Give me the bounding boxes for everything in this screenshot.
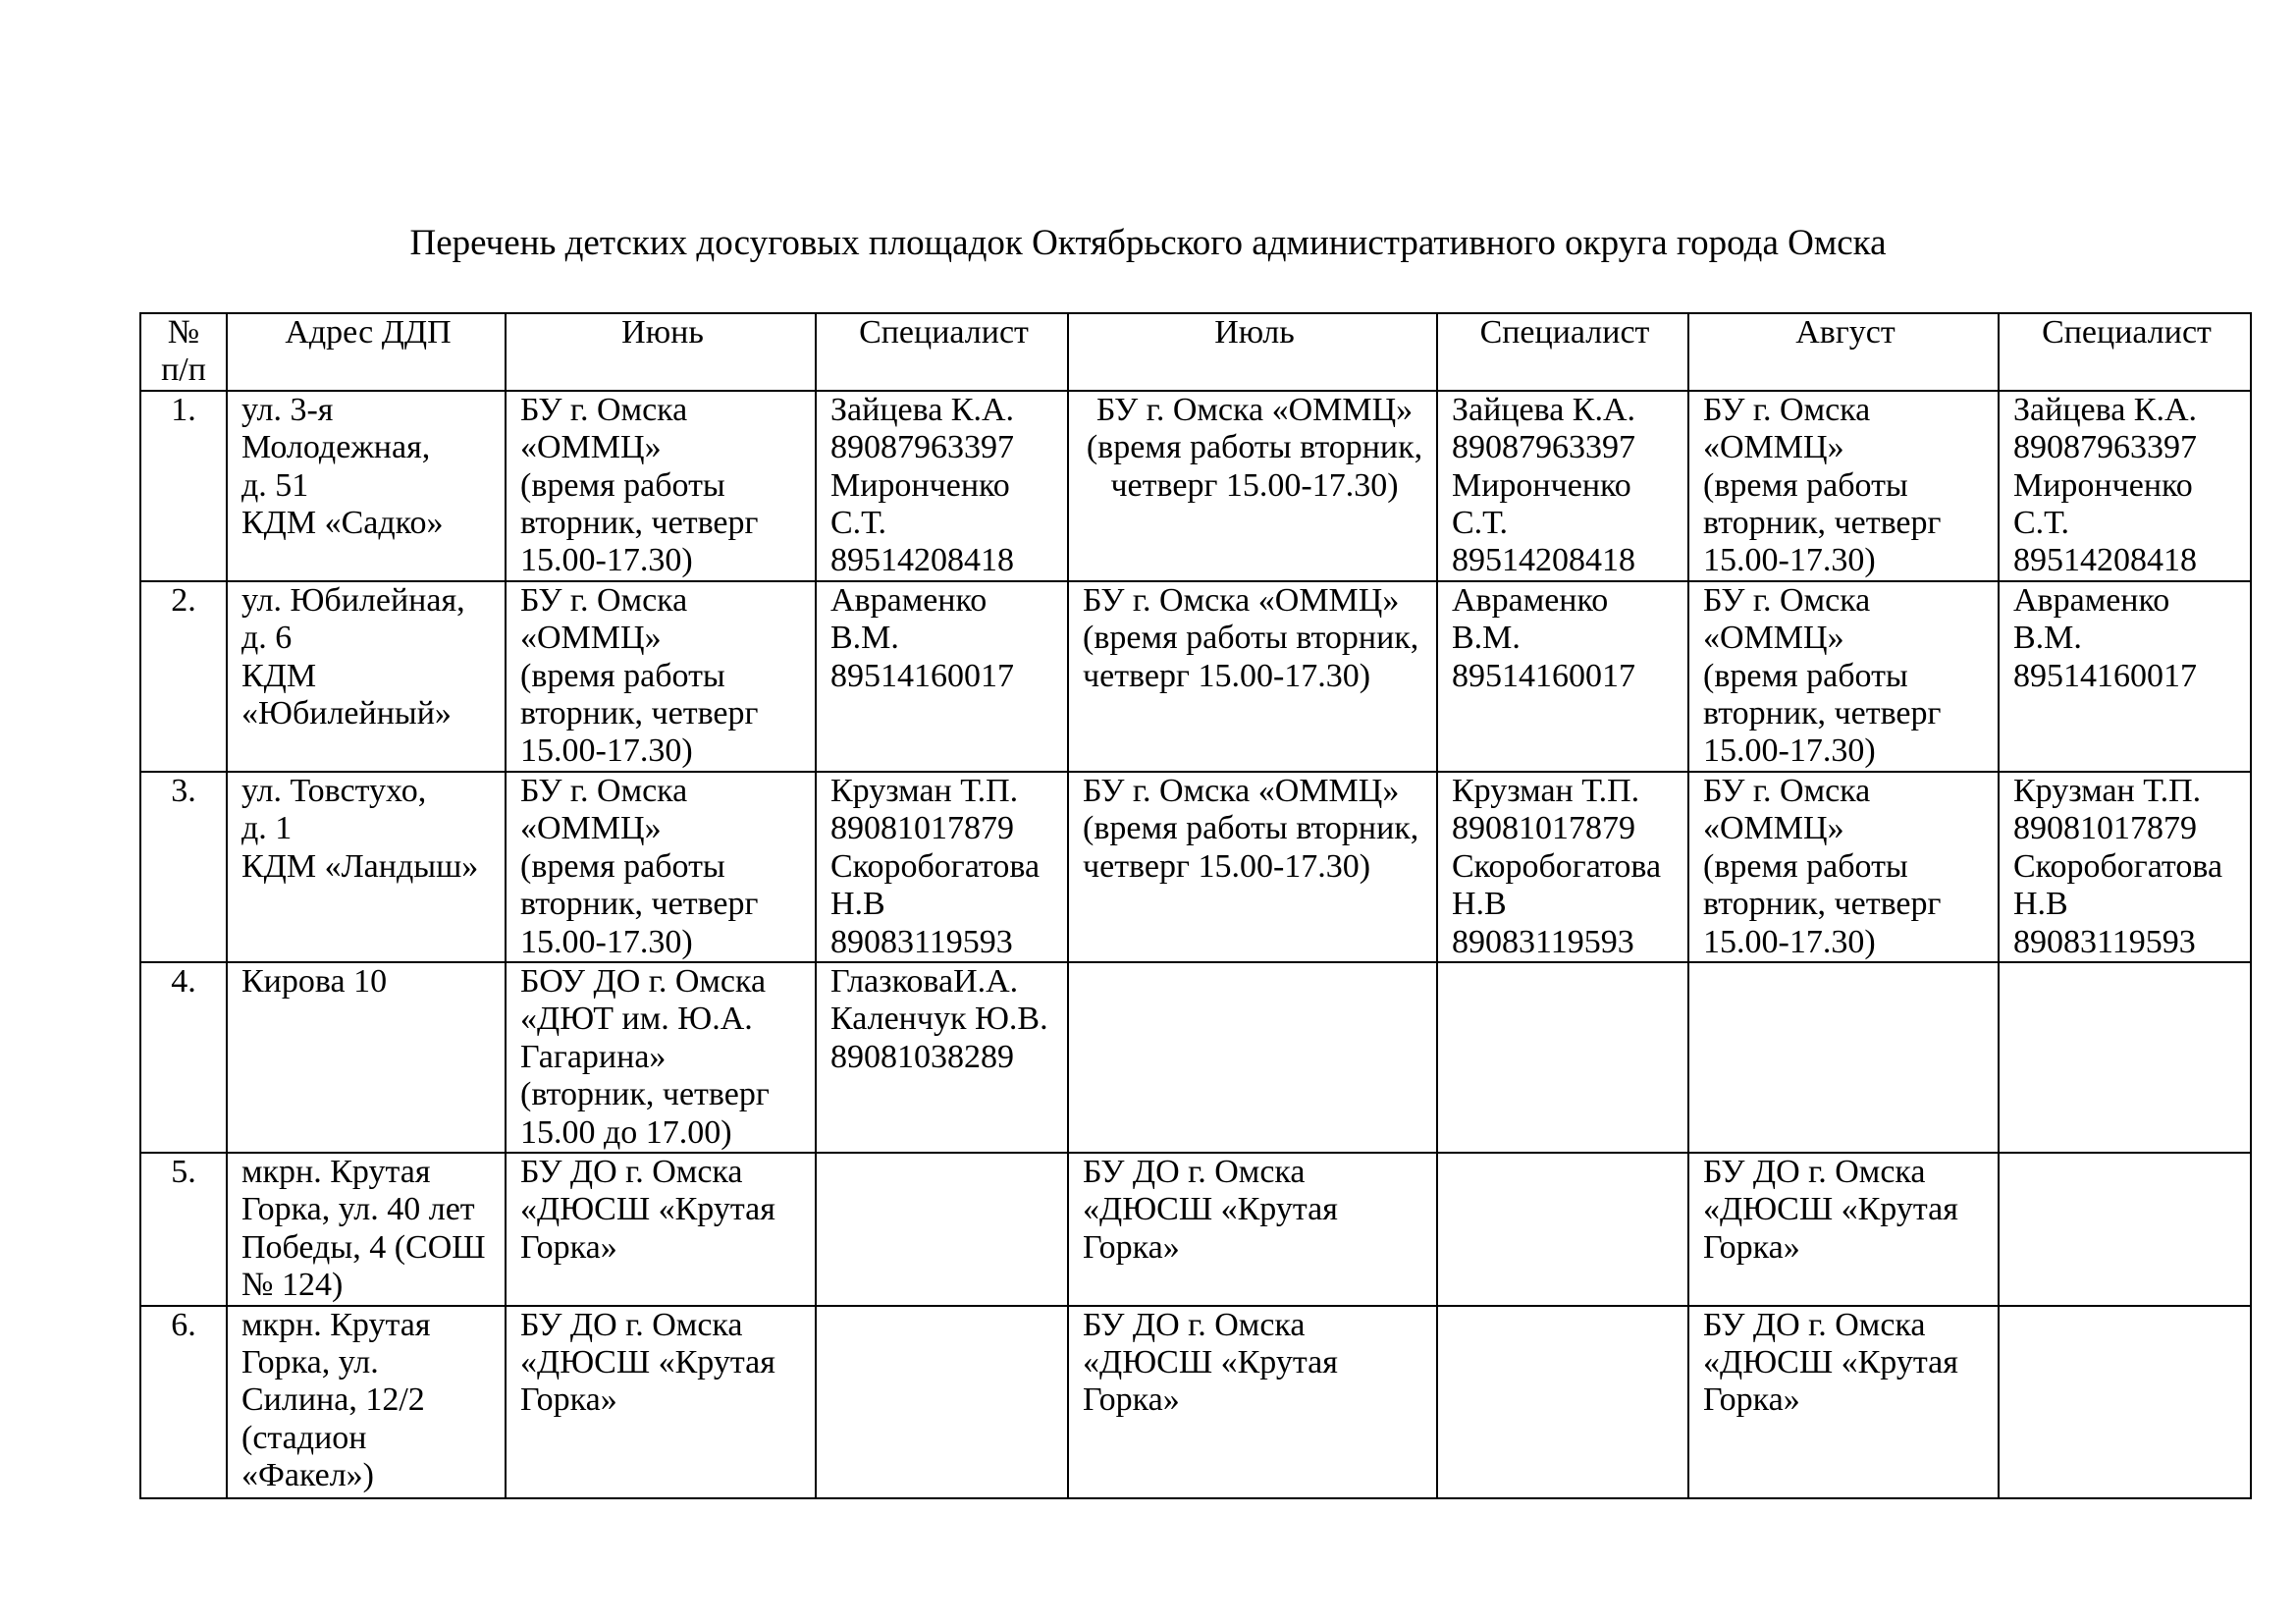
cell-text-line: В.М. (2013, 620, 2082, 657)
cell-text-line: 6. (171, 1306, 196, 1343)
august-specialist-cell (1999, 1153, 2251, 1306)
cell-text-line: КДМ «Садко» (241, 505, 444, 542)
cell-text-line: д. 6 (241, 620, 293, 657)
cell-text-line: Август (1795, 314, 1896, 351)
cell-text-line: 15.00-17.30) (520, 542, 693, 579)
july-cell (1068, 1306, 1437, 1498)
cell-text-line: Скоробогатова (830, 847, 1041, 885)
cell-text-line: (стадион (241, 1419, 367, 1456)
june-cell (506, 1306, 816, 1498)
table-header-row (140, 313, 2251, 391)
cell-text-line: 89083119593 (2013, 923, 2196, 960)
cell-text-line: 5. (171, 1153, 196, 1190)
cell-text-line: Авраменко (2013, 581, 2170, 619)
cell-text-line: мкрн. Крутая (241, 1153, 431, 1190)
cell-text-line: (время работы (1703, 466, 1908, 504)
cell-text-line: БУ ДО г. Омска (1083, 1306, 1306, 1343)
cell-text-line: Горка, ул. (241, 1343, 379, 1380)
cell-text-line: 89514208418 (1452, 542, 1635, 579)
july-cell (1068, 581, 1437, 772)
cell-text-line: «Юбилейный» (241, 695, 452, 732)
cell-text-line: Горка» (520, 1381, 617, 1419)
cell-text-line: 89087963397 (830, 429, 1014, 466)
cell-text-line: 89081017879 (1452, 810, 1635, 847)
cell-text-line: С.Т. (1452, 505, 1509, 542)
cell-text-line: «ОММЦ» (520, 620, 662, 657)
cell-text-line: Кирова 10 (241, 962, 388, 1000)
cell-text-line: 15.00-17.30) (520, 923, 693, 960)
cell-text-line: Июль (1214, 314, 1295, 351)
july-specialist-cell (1437, 391, 1688, 581)
cell-text-line: Молодежная, (241, 429, 431, 466)
table-row (140, 962, 2251, 1153)
july-specialist-cell (1437, 1306, 1688, 1498)
cell-text-line: 89083119593 (830, 923, 1013, 960)
header-num (140, 313, 227, 391)
cell-text-line: Скоробогатова (2013, 847, 2223, 885)
cell-text-line: 89514208418 (2013, 542, 2197, 579)
august-specialist-cell (1999, 1306, 2251, 1498)
august-specialist-cell (1999, 581, 2251, 772)
cell-text-line: Горка, ул. 40 лет (241, 1191, 475, 1228)
cell-text-line: Зайцева К.А. (2013, 391, 2198, 428)
cell-text-line: 15.00-17.30) (520, 732, 693, 770)
cell-text-line: ГлазковаИ.А. (830, 962, 1019, 1000)
june-specialist-cell (816, 1306, 1068, 1498)
cell-text-line: Адрес ДДП (285, 314, 452, 351)
august-cell (1688, 581, 1999, 772)
cell-text-line: ул. 3-я (241, 391, 334, 428)
cell-text-line: ул. Юбилейная, (241, 581, 465, 619)
playgrounds-table (139, 312, 2252, 1499)
cell-text-line: Крузман Т.П. (830, 772, 1019, 809)
june-specialist-cell (816, 581, 1068, 772)
cell-text-line: БУ ДО г. Омска (1703, 1153, 1926, 1190)
cell-text-line: Горка» (1083, 1381, 1180, 1419)
cell-text-line: БУ ДО г. Омска (1703, 1306, 1926, 1343)
august-cell (1688, 1153, 1999, 1306)
cell-text-line: 89081038289 (830, 1038, 1014, 1075)
june-specialist-cell (816, 1153, 1068, 1306)
cell-text-line: (время работы (520, 847, 725, 885)
table-row (140, 1153, 2251, 1306)
cell-text-line: 89081017879 (2013, 810, 2197, 847)
cell-text-line: 2. (171, 581, 196, 619)
cell-text-line: БУ г. Омска «ОММЦ» (1095, 391, 1414, 428)
august-cell (1688, 772, 1999, 962)
august-specialist-cell (1999, 772, 2251, 962)
row-number (140, 391, 227, 581)
cell-text-line: «ДЮСШ «Крутая (1703, 1191, 1958, 1228)
cell-text-line: Авраменко (830, 581, 988, 619)
cell-text-line: (время работы вторник, (1083, 810, 1419, 847)
cell-text-line: Авраменко (1452, 581, 1609, 619)
cell-text-line: Специалист (2042, 314, 2212, 351)
june-cell (506, 962, 816, 1153)
cell-text-line: вторник, четверг (1703, 505, 1942, 542)
row-number (140, 962, 227, 1153)
cell-text-line: д. 51 (241, 466, 309, 504)
table-row (140, 772, 2251, 962)
cell-text-line: вторник, четверг (1703, 886, 1942, 923)
june-cell (506, 581, 816, 772)
cell-text-line: «ДЮСШ «Крутая (1083, 1191, 1338, 1228)
header-june (506, 313, 816, 391)
cell-text-line: С.Т. (830, 505, 887, 542)
address-cell (227, 1306, 506, 1498)
cell-text-line: БУ ДО г. Омска (520, 1153, 743, 1190)
page-title: Перечень детских досуговых площадок Октябрьского административного округа города Омска (409, 223, 1887, 263)
june-cell (506, 391, 816, 581)
cell-text-line: БУ г. Омска (1703, 391, 1871, 428)
cell-text-line: «ДЮТ им. Ю.А. (520, 1001, 753, 1038)
cell-text-line: Н.В (830, 886, 885, 923)
cell-text-line: БУ г. Омска «ОММЦ» (1083, 581, 1400, 619)
cell-text-line: С.Т. (2013, 505, 2070, 542)
cell-text-line: БУ г. Омска (520, 581, 688, 619)
cell-text-line: Н.В (1452, 886, 1507, 923)
header-july (1068, 313, 1437, 391)
cell-text-line: «ОММЦ» (520, 429, 662, 466)
cell-text-line: четверг 15.00-17.30) (1083, 847, 1371, 885)
cell-text-line: 89514208418 (830, 542, 1014, 579)
cell-text-line: БУ г. Омска (520, 772, 688, 809)
cell-text-line: четверг 15.00-17.30) (1083, 657, 1371, 694)
cell-text-line: (время работы вторник, (1086, 429, 1423, 466)
table-row (140, 581, 2251, 772)
cell-text-line: 3. (171, 772, 196, 809)
july-cell (1068, 962, 1437, 1153)
cell-text-line: «ОММЦ» (1703, 429, 1844, 466)
cell-text-line: «ОММЦ» (1703, 620, 1844, 657)
july-specialist-cell (1437, 772, 1688, 962)
cell-text-line: Горка» (1703, 1381, 1800, 1419)
cell-text-line: «Факел») (241, 1457, 375, 1494)
june-specialist-cell (816, 772, 1068, 962)
row-number (140, 1153, 227, 1306)
cell-text-line: БОУ ДО г. Омска (520, 962, 767, 1000)
cell-text-line: вторник, четверг (520, 505, 759, 542)
cell-text-line: (время работы (520, 466, 725, 504)
row-number (140, 581, 227, 772)
row-number (140, 772, 227, 962)
cell-text-line: вторник, четверг (520, 695, 759, 732)
table-row (140, 1306, 2251, 1498)
cell-text-line: 89083119593 (1452, 923, 1634, 960)
cell-text-line: Гагарина» (520, 1038, 667, 1075)
address-cell (227, 962, 506, 1153)
cell-text-line: Июнь (621, 314, 704, 351)
cell-text-line: вторник, четверг (1703, 695, 1942, 732)
header-july-specialist (1437, 313, 1688, 391)
cell-text-line: 89514160017 (2013, 657, 2197, 694)
cell-text-line: БУ ДО г. Омска (520, 1306, 743, 1343)
cell-text-line: Горка» (1083, 1228, 1180, 1266)
address-cell (227, 1153, 506, 1306)
table-row (140, 391, 2251, 581)
cell-text-line: «ДЮСШ «Крутая (1083, 1343, 1338, 1380)
cell-text-line: 1. (171, 391, 196, 428)
cell-text-line: «ОММЦ» (1703, 810, 1844, 847)
june-cell (506, 1153, 816, 1306)
august-specialist-cell (1999, 962, 2251, 1153)
cell-text-line: Специалист (859, 314, 1029, 351)
august-specialist-cell (1999, 391, 2251, 581)
cell-text-line: «ДЮСШ «Крутая (1703, 1343, 1958, 1380)
cell-text-line: «ДЮСШ «Крутая (520, 1191, 775, 1228)
cell-text-line: БУ ДО г. Омска (1083, 1153, 1306, 1190)
august-cell (1688, 391, 1999, 581)
address-cell (227, 581, 506, 772)
cell-text-line: «ОММЦ» (520, 810, 662, 847)
cell-text-line: мкрн. Крутая (241, 1306, 431, 1343)
june-specialist-cell (816, 962, 1068, 1153)
july-cell (1068, 391, 1437, 581)
cell-text-line: 4. (171, 962, 196, 1000)
cell-text-line: 89514160017 (1452, 657, 1635, 694)
cell-text-line: Н.В (2013, 886, 2068, 923)
header-june-specialist (816, 313, 1068, 391)
cell-text-line: 89087963397 (2013, 429, 2197, 466)
header-address (227, 313, 506, 391)
cell-text-line: Горка» (520, 1228, 617, 1266)
cell-text-line: (время работы вторник, (1083, 620, 1419, 657)
row-number (140, 1306, 227, 1498)
august-cell (1688, 1306, 1999, 1498)
address-cell (227, 391, 506, 581)
cell-text-line: Крузман Т.П. (2013, 772, 2202, 809)
cell-text-line: БУ г. Омска (520, 391, 688, 428)
cell-text-line: (время работы (1703, 657, 1908, 694)
cell-text-line: Зайцева К.А. (830, 391, 1015, 428)
cell-text-line: «ДЮСШ «Крутая (520, 1343, 775, 1380)
cell-text-line: 15.00-17.30) (1703, 732, 1876, 770)
july-specialist-cell (1437, 1153, 1688, 1306)
cell-text-line: КДМ «Ландыш» (241, 847, 479, 885)
header-august (1688, 313, 1999, 391)
cell-text-line: Специалист (1479, 314, 1650, 351)
cell-text-line: (вторник, четверг (520, 1076, 770, 1113)
cell-text-line: вторник, четверг (520, 886, 759, 923)
cell-text-line: Победы, 4 (СОШ (241, 1228, 486, 1266)
cell-text-line: БУ г. Омска (1703, 772, 1871, 809)
cell-text-line: 15.00-17.30) (1703, 542, 1876, 579)
cell-text-line: Миронченко (830, 466, 1010, 504)
july-cell (1068, 772, 1437, 962)
cell-text-line: д. 1 (241, 810, 293, 847)
cell-text-line: Зайцева К.А. (1452, 391, 1636, 428)
cell-text-line: 15.00-17.30) (1703, 923, 1876, 960)
july-cell (1068, 1153, 1437, 1306)
cell-text-line: В.М. (830, 620, 899, 657)
cell-text-line: Каленчук Ю.В. (830, 1001, 1048, 1038)
cell-text-line: 15.00 до 17.00) (520, 1113, 732, 1151)
cell-text-line: № (167, 314, 200, 351)
cell-text-line: п/п (161, 352, 206, 389)
cell-text-line: 89087963397 (1452, 429, 1635, 466)
cell-text-line: четверг 15.00-17.30) (1110, 466, 1399, 504)
cell-text-line: КДМ (241, 657, 317, 694)
cell-text-line: (время работы (1703, 847, 1908, 885)
july-specialist-cell (1437, 581, 1688, 772)
june-specialist-cell (816, 391, 1068, 581)
address-cell (227, 772, 506, 962)
cell-text-line: Крузман Т.П. (1452, 772, 1640, 809)
cell-text-line: 89514160017 (830, 657, 1014, 694)
cell-text-line: Скоробогатова (1452, 847, 1662, 885)
august-cell (1688, 962, 1999, 1153)
cell-text-line: (время работы (520, 657, 725, 694)
cell-text-line: В.М. (1452, 620, 1521, 657)
cell-text-line: ул. Товстухо, (241, 772, 427, 809)
header-august-specialist (1999, 313, 2251, 391)
cell-text-line: Миронченко (2013, 466, 2193, 504)
cell-text-line: Силина, 12/2 (241, 1381, 425, 1419)
cell-text-line: Горка» (1703, 1228, 1800, 1266)
cell-text-line: Миронченко (1452, 466, 1631, 504)
cell-text-line: БУ г. Омска (1703, 581, 1871, 619)
cell-text-line: № 124) (241, 1267, 344, 1304)
july-specialist-cell (1437, 962, 1688, 1153)
cell-text-line: 89081017879 (830, 810, 1014, 847)
cell-text-line: БУ г. Омска «ОММЦ» (1083, 772, 1400, 809)
june-cell (506, 772, 816, 962)
